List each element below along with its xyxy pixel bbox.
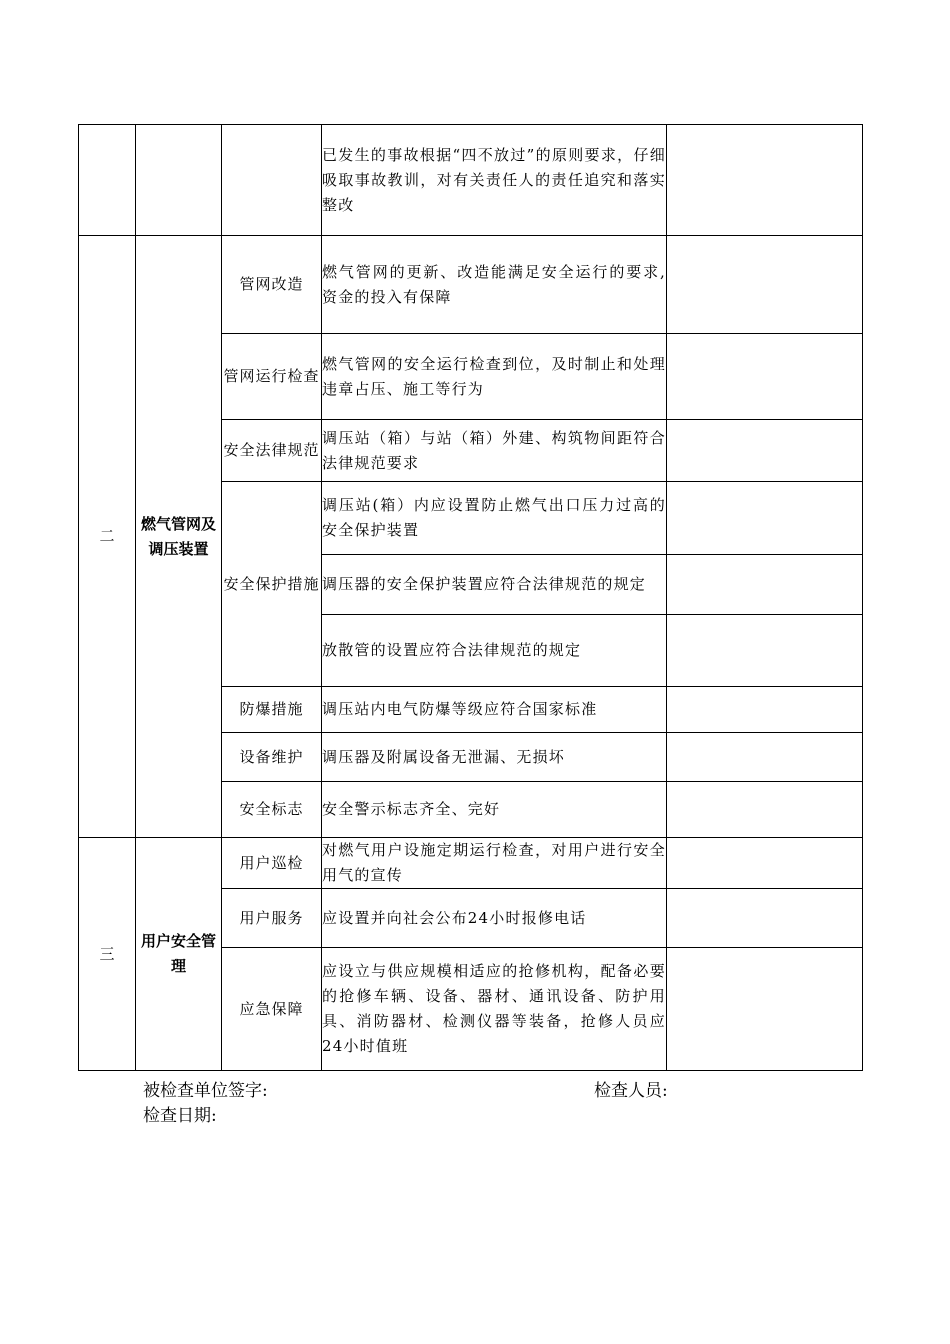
section-number-cell: 三 — [79, 838, 136, 1071]
result-cell[interactable] — [667, 687, 863, 733]
section-category-cell: 燃气管网及调压装置 — [136, 236, 222, 838]
result-cell[interactable] — [667, 125, 863, 236]
requirement-cell: 放散管的设置应符合法律规范的规定 — [322, 615, 667, 687]
table-row — [79, 125, 863, 236]
category-cell — [136, 125, 222, 236]
item-cell: 管网改造 — [222, 236, 322, 334]
item-cell: 防爆措施 — [222, 687, 322, 733]
result-cell[interactable] — [667, 482, 863, 555]
requirement-cell: 燃气管网的安全运行检查到位，及时制止和处理违章占压、施工等行为 — [322, 334, 667, 420]
requirement-cell: 调压站(箱）内应设置防止燃气出口压力过高的安全保护装置 — [322, 482, 667, 555]
requirement-cell: 调压站内电气防爆等级应符合国家标准 — [322, 687, 667, 733]
result-cell[interactable] — [667, 948, 863, 1071]
result-cell[interactable] — [667, 236, 863, 334]
inspection-table — [78, 124, 863, 1071]
requirement-cell: 燃气管网的更新、改造能满足安全运行的要求,资金的投入有保障 — [322, 236, 667, 334]
item-cell — [222, 125, 322, 236]
result-cell[interactable] — [667, 782, 863, 838]
item-cell: 用户巡检 — [222, 838, 322, 889]
requirement-cell: 应设立与供应规模相适应的抢修机构，配备必要的抢修车辆、设备、器材、通讯设备、防护用具、消防器材、检测仪器等装备，抢修人员应24小时值班 — [322, 948, 667, 1071]
item-cell: 设备维护 — [222, 733, 322, 782]
requirement-cell: 调压器及附属设备无泄漏、无损坏 — [322, 733, 667, 782]
section-number-cell: 二 — [79, 236, 136, 838]
requirement-cell: 对燃气用户设施定期运行检查，对用户进行安全用气的宣传 — [322, 838, 667, 889]
requirement-cell: 应设置并向社会公布24小时报修电话 — [322, 889, 667, 948]
result-cell[interactable] — [667, 420, 863, 482]
requirement-cell: 安全警示标志齐全、完好 — [322, 782, 667, 838]
table-row — [79, 236, 863, 334]
item-cell: 管网运行检查 — [222, 334, 322, 420]
table-row — [79, 838, 863, 889]
item-cell: 安全保护措施 — [222, 482, 322, 687]
result-cell[interactable] — [667, 838, 863, 889]
result-cell[interactable] — [667, 334, 863, 420]
result-cell[interactable] — [667, 615, 863, 687]
item-cell: 用户服务 — [222, 889, 322, 948]
requirement-cell: 调压站（箱）与站（箱）外建、构筑物间距符合法律规范要求 — [322, 420, 667, 482]
result-cell[interactable] — [667, 733, 863, 782]
item-cell: 应急保障 — [222, 948, 322, 1071]
inspector-label: 检查人员: — [594, 1081, 668, 1101]
result-cell[interactable] — [667, 555, 863, 615]
inspection-date-label: 检查日期: — [143, 1106, 217, 1126]
requirement-cell: 已发生的事故根据“四不放过”的原则要求，仔细吸取事故教训，对有关责任人的责任追究和落实整改 — [322, 125, 667, 236]
row-number-cell — [79, 125, 136, 236]
item-cell: 安全法律规范 — [222, 420, 322, 482]
unit-signature-label: 被检查单位签字: — [143, 1081, 268, 1101]
section-category-cell: 用户安全管理 — [136, 838, 222, 1071]
result-cell[interactable] — [667, 889, 863, 948]
requirement-cell: 调压器的安全保护装置应符合法律规范的规定 — [322, 555, 667, 615]
item-cell: 安全标志 — [222, 782, 322, 838]
